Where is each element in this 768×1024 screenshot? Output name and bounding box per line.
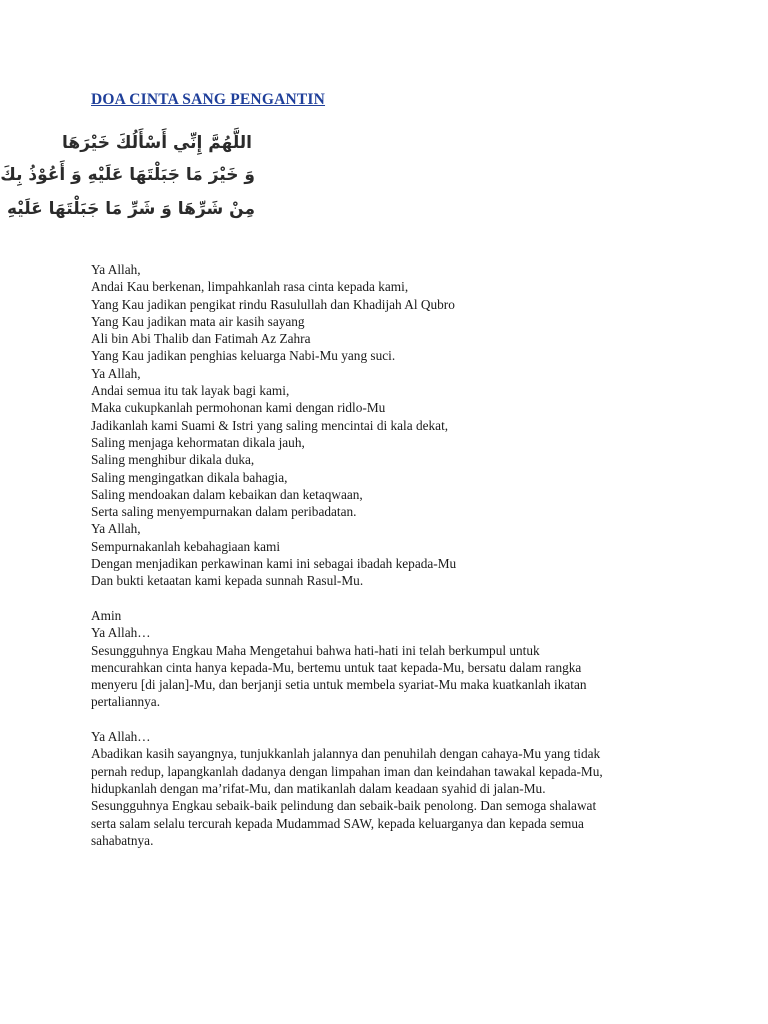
prayer-body: [91, 261, 691, 849]
stanza-1-line: Jadikanlah kami Suami & Istri yang saling mencintai di kala dekat,: [91, 417, 449, 433]
paragraph-2-line: mencurahkan cinta hanya kepada-Mu, bertemu untuk taat kepada-Mu, bersatu dalam rangka: [91, 659, 582, 675]
paragraph-gap: [91, 590, 691, 607]
stanza-1-line: Saling mengingatkan dikala bahagia,: [91, 469, 288, 485]
paragraph-3-line: serta salam selalu tercurah kepada Mudammad SAW, kepada keluarganya dan kepada semua: [91, 815, 584, 831]
stanza-1-line: Ya Allah,: [91, 262, 141, 277]
page-title: DOA CINTA SANG PENGANTIN: [91, 91, 326, 108]
arabic-line-1: اللَّهُمَّ إِنِّي أَسْأَلُكَ خَيْرَهَا: [62, 133, 252, 153]
paragraph-3-line: pernah redup, lapangkanlah dadanya dengan limpahan iman dan keindahan tawakal kepada-Mu,: [91, 763, 603, 779]
stanza-1-line: Serta saling menyempurnakan dalam peribadatan.: [91, 504, 357, 520]
paragraph-3-line: Abadikan kasih sayangnya, tunjukkanlah jalannya dan penuhilah dengan cahaya-Mu yang tidak: [91, 746, 601, 762]
stanza-1-line: Maka cukupkanlah permohonan kami dengan ridlo-Mu: [91, 400, 386, 416]
stanza-1-line: Saling menghibur dikala duka,: [91, 452, 255, 468]
paragraph-3-line: hidupkanlah dengan ma’rifat-Mu, dan matikanlah dalam keadaan syahid di jalan-Mu.: [91, 780, 546, 796]
arabic-line-3: مِنْ شَرِّهَا وَ شَرِّ مَا جَبَلْتَهَا عَلَيْهِ: [6, 199, 255, 219]
stanza-1-line: Yang Kau jadikan pengikat rindu Rasulullah dan Khadijah Al Qubro: [91, 296, 455, 312]
paragraph-3-line: Ya Allah…: [91, 729, 151, 745]
paragraph-3: [91, 728, 691, 849]
paragraph-2-line: Ya Allah…: [91, 625, 151, 641]
stanza-1-line: Saling mendoakan dalam kebaikan dan ketaqwaan,: [91, 486, 363, 502]
stanza-1-line: Dan bukti ketaatan kami kepada sunnah Rasul-Mu.: [91, 573, 364, 589]
stanza-1-line: Dengan menjadikan perkawinan kami ini sebagai ibadah kepada-Mu: [91, 556, 457, 572]
arabic-prayer-image: [0, 124, 258, 228]
paragraph-2-line: Sesungguhnya Engkau Maha Mengetahui bahwa hati-hati ini telah berkumpul untuk: [91, 642, 540, 658]
paragraph-2-line: menyeru [di jalan]-Mu, dan berjanji setia untuk membela syariat-Mu maka kuatkanlah ikatan: [91, 677, 587, 693]
stanza-1-line: Ali bin Abi Thalib dan Fatimah Az Zahra: [91, 331, 311, 347]
arabic-prayer-graphic: [0, 124, 258, 228]
stanza-1: [91, 261, 691, 590]
paragraph-2-line: pertaliannya.: [91, 694, 161, 710]
paragraph-gap: [91, 711, 691, 728]
amin-line: Amin: [91, 607, 122, 623]
stanza-1-line: Saling menjaga kehormatan dikala jauh,: [91, 434, 305, 450]
paragraph-2: [91, 624, 691, 710]
stanza-1-line: Andai semua itu tak layak bagi kami,: [91, 383, 290, 399]
stanza-1-line: Yang Kau jadikan mata air kasih sayang: [91, 313, 305, 329]
stanza-1-line: Ya Allah,: [91, 521, 141, 537]
stanza-1-line: Andai Kau berkenan, limpahkanlah rasa cinta kepada kami,: [91, 279, 409, 295]
paragraph-3-line: Sesungguhnya Engkau sebaik-baik pelindung dan sebaik-baik penolong. Dan semoga shalawat: [91, 798, 597, 814]
stanza-1-line: Ya Allah,: [91, 365, 141, 381]
paragraph-3-line: sahabatnya.: [91, 832, 154, 848]
stanza-1-line: Yang Kau jadikan penghias keluarga Nabi-Mu yang suci.: [91, 348, 396, 364]
arabic-line-2: وَ خَيْرَ مَا جَبَلْتَهَا عَلَيْهِ وَ أَعُوْذُ بِكَ: [0, 165, 255, 185]
stanza-1-line: Sempurnakanlah kebahagiaan kami: [91, 538, 281, 554]
